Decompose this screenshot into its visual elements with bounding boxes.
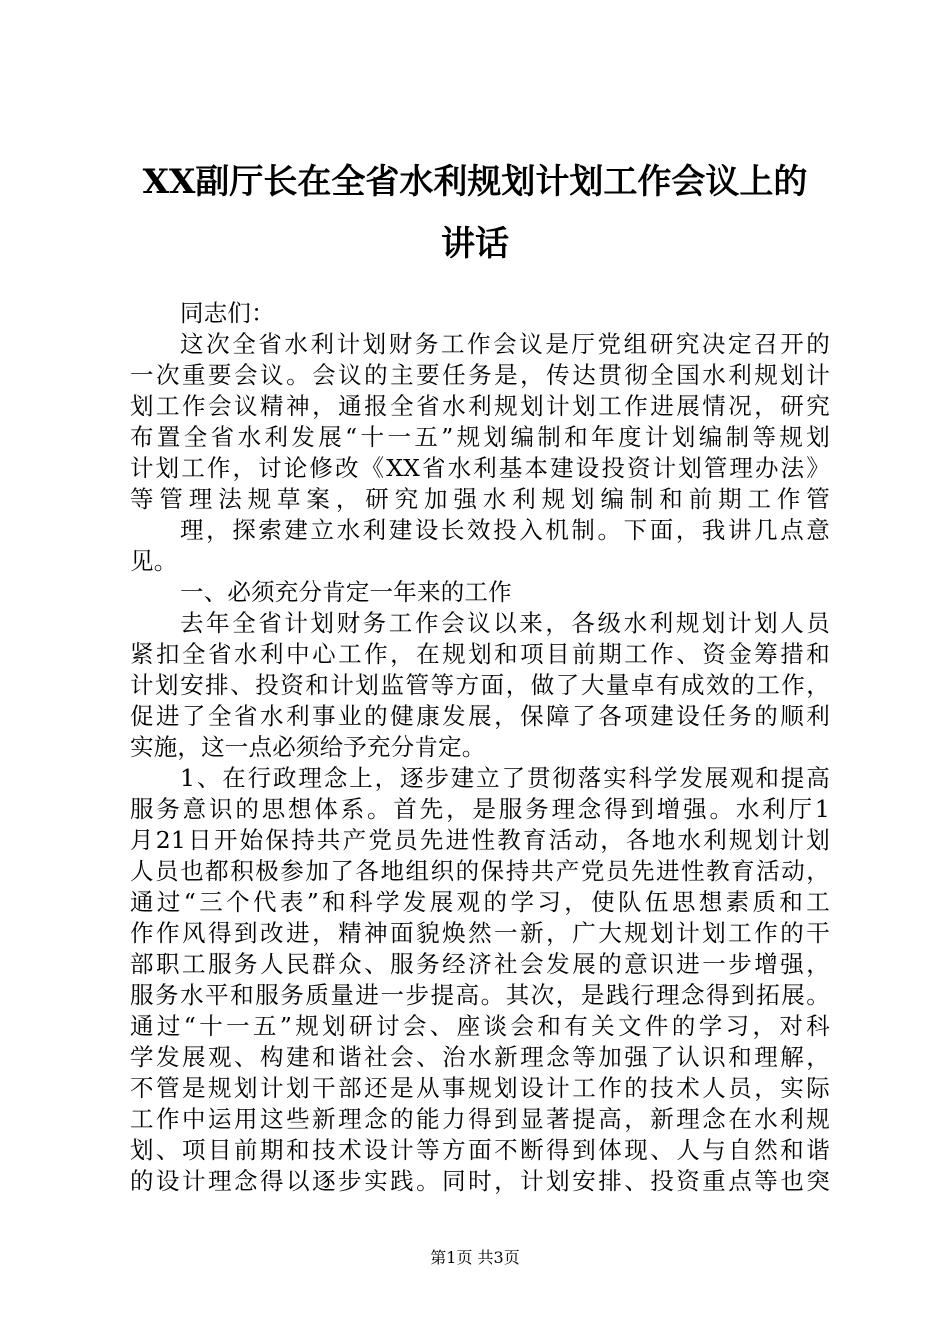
paragraph-line: 等管理法规草案，研究加强水利规划编制和前期工作管 [130, 485, 830, 513]
section-heading: 一、必须充分肯定一年来的工作 [180, 578, 512, 606]
paragraph-line: 布置全省水利发展“十一五”规划编制和年度计划编制等规划 [130, 423, 830, 451]
salutation: 同志们： [180, 299, 275, 327]
paragraph-line: 1、在行政理念上，逐步建立了贯彻落实科学发展观和提高 [180, 764, 830, 792]
paragraph-line: 实施，这一点必须给予充分肯定。 [130, 733, 486, 761]
paragraph-line: 划、项目前期和技术设计等方面不断得到体现、人与自然和谐 [130, 1136, 830, 1164]
paragraph-line: 服务水平和服务质量进一步提高。其次，是践行理念得到拓展。 [130, 981, 830, 1009]
paragraph-line: 部职工服务人民群众、服务经济社会发展的意识进一步增强， [130, 950, 830, 978]
paragraph-line: 这次全省水利计划财务工作会议是厅党组研究决定召开的 [180, 330, 830, 358]
paragraph-line: 不管是规划计划干部还是从事规划设计工作的技术人员，实际 [130, 1074, 830, 1102]
paragraph-line: 人员也都积极参加了各地组织的保持共产党员先进性教育活动， [130, 857, 830, 885]
paragraph-line: 通过“十一五”规划研讨会、座谈会和有关文件的学习，对科 [130, 1012, 830, 1040]
paragraph-line: 去年全省计划财务工作会议以来，各级水利规划计划人员 [180, 609, 830, 637]
document-title-line-1: XX副厅长在全省水利规划计划工作会议上的 [142, 162, 808, 202]
paragraph-line: 作作风得到改进，精神面貌焕然一新，广大规划计划工作的干 [130, 919, 830, 947]
paragraph-line: 服务意识的思想体系。首先，是服务理念得到增强。水利厅1 [130, 795, 830, 823]
paragraph-line: 一次重要会议。会议的主要任务是，传达贯彻全国水利规划计 [130, 361, 830, 389]
paragraph-line: 学发展观、构建和谐社会、治水新理念等加强了认识和理解， [130, 1043, 830, 1071]
paragraph-line: 促进了全省水利事业的健康发展，保障了各项建设任务的顺利 [130, 702, 830, 730]
paragraph-line: 理，探索建立水利建设长效投入机制。下面，我讲几点意 [180, 516, 830, 544]
paragraph-line: 月21日开始保持共产党员先进性教育活动，各地水利规划计划 [130, 826, 830, 854]
paragraph-line: 通过“三个代表”和科学发展观的学习，使队伍思想素质和工 [130, 888, 830, 916]
paragraph-line: 计划安排、投资和计划监管等方面，做了大量卓有成效的工作， [130, 671, 830, 699]
paragraph-line: 紧扣全省水利中心工作，在规划和项目前期工作、资金筹措和 [130, 640, 830, 668]
paragraph-line: 的设计理念得以逐步实践。同时，计划安排、投资重点等也突 [130, 1167, 830, 1195]
document-title-line-2: 讲话 [441, 224, 509, 264]
page-number-footer: 第1页 共3页 [430, 1248, 520, 1267]
paragraph-line: 计划工作，讨论修改《XX省水利基本建设投资计划管理办法》 [130, 454, 830, 482]
paragraph-line: 工作中运用这些新理念的能力得到显著提高，新理念在水利规 [130, 1105, 830, 1133]
paragraph-line: 划工作会议精神，通报全省水利规划计划工作进展情况，研究 [130, 392, 830, 420]
paragraph-line: 见。 [130, 547, 178, 575]
